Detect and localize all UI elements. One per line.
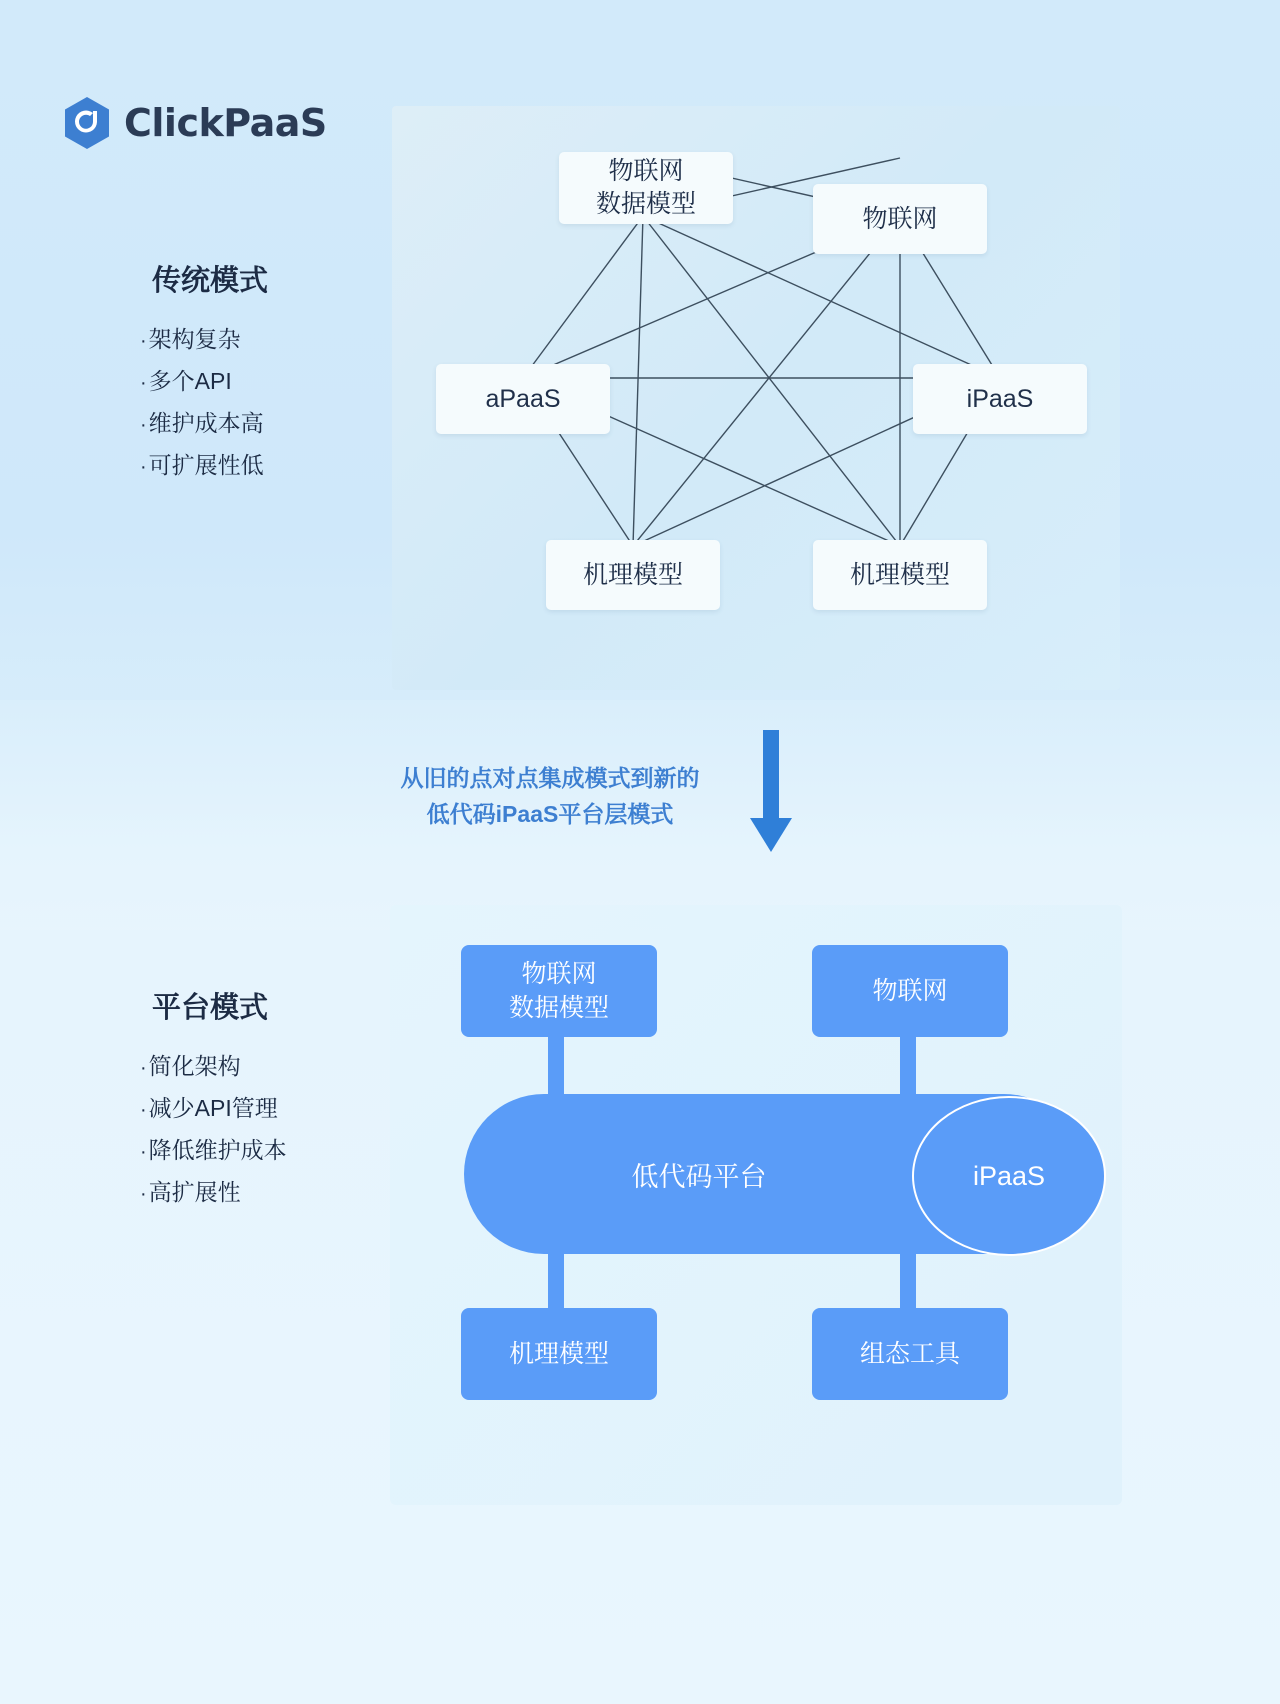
node-label: 低代码平台: [631, 1161, 767, 1192]
bullet-icon: ·: [140, 1183, 147, 1205]
list-item-label: 简化架构: [148, 1053, 241, 1079]
node-label-line2: 数据模型: [595, 190, 696, 218]
node-apaas: [436, 364, 610, 434]
bullet-icon: ·: [140, 330, 147, 352]
node-label-line1: 物联网: [608, 157, 684, 185]
platform-mode-title: 平台模式: [152, 992, 269, 1024]
list-item-label: 减少API管理: [148, 1095, 278, 1121]
brand-name: ClickPaaS: [124, 101, 327, 145]
platform-node-mechanism-model: [461, 1308, 657, 1400]
transition-caption-line2: 低代码iPaaS平台层模式: [426, 801, 674, 827]
list-item-label: 可扩展性低: [148, 452, 264, 478]
clickpaas-hexagon-logo-icon: [63, 96, 111, 150]
node-ipaas: [913, 364, 1087, 434]
connector-iot-data-model: [548, 1035, 564, 1097]
list-item-label: 降低维护成本: [148, 1137, 287, 1163]
bullet-icon: ·: [140, 1141, 147, 1163]
transition-caption: [355, 760, 745, 832]
node-label: 物联网: [862, 204, 938, 233]
transition-caption-line1: 从旧的点对点集成模式到新的: [400, 765, 700, 791]
node-label: 组态工具: [859, 1340, 960, 1368]
traditional-mode-title: 传统模式: [152, 265, 269, 297]
node-label-line1: 物联网: [521, 960, 597, 988]
connector-mechanism-model: [548, 1248, 564, 1310]
node-iot: [813, 184, 987, 254]
list-item-label: 维护成本高: [148, 410, 264, 436]
platform-node-configuration-tool: [812, 1308, 1008, 1400]
node-mechanism-model-left: [546, 540, 720, 610]
list-item-label: 架构复杂: [148, 326, 241, 352]
bullet-icon: ·: [140, 414, 147, 436]
node-label: 机理模型: [849, 560, 950, 589]
node-label-line2: 数据模型: [508, 994, 609, 1022]
down-arrow-icon: [748, 730, 794, 855]
node-mechanism-model-right: [813, 540, 987, 610]
traditional-architecture-panel: [392, 106, 1120, 690]
node-label: aPaaS: [485, 384, 561, 413]
node-label: 物联网: [872, 977, 948, 1005]
platform-node-iot-data-model: [461, 945, 657, 1037]
platform-node-ipaas: [912, 1096, 1106, 1256]
bullet-icon: ·: [140, 1057, 147, 1079]
node-label: iPaaS: [966, 384, 1034, 413]
connector-iot: [900, 1035, 916, 1097]
bullet-icon: ·: [140, 372, 147, 394]
node-iot-data-model: [559, 152, 733, 224]
brand-logo: [63, 96, 327, 150]
platform-node-iot: [812, 945, 1008, 1037]
bullet-icon: ·: [140, 456, 147, 478]
node-label: 机理模型: [582, 560, 683, 589]
node-label: iPaaS: [972, 1160, 1046, 1191]
connector-configuration-tool: [900, 1248, 916, 1310]
node-label: 机理模型: [508, 1340, 609, 1368]
list-item-label: 高扩展性: [148, 1179, 241, 1205]
bullet-icon: ·: [140, 1099, 147, 1121]
list-item-label: 多个API: [148, 368, 232, 394]
